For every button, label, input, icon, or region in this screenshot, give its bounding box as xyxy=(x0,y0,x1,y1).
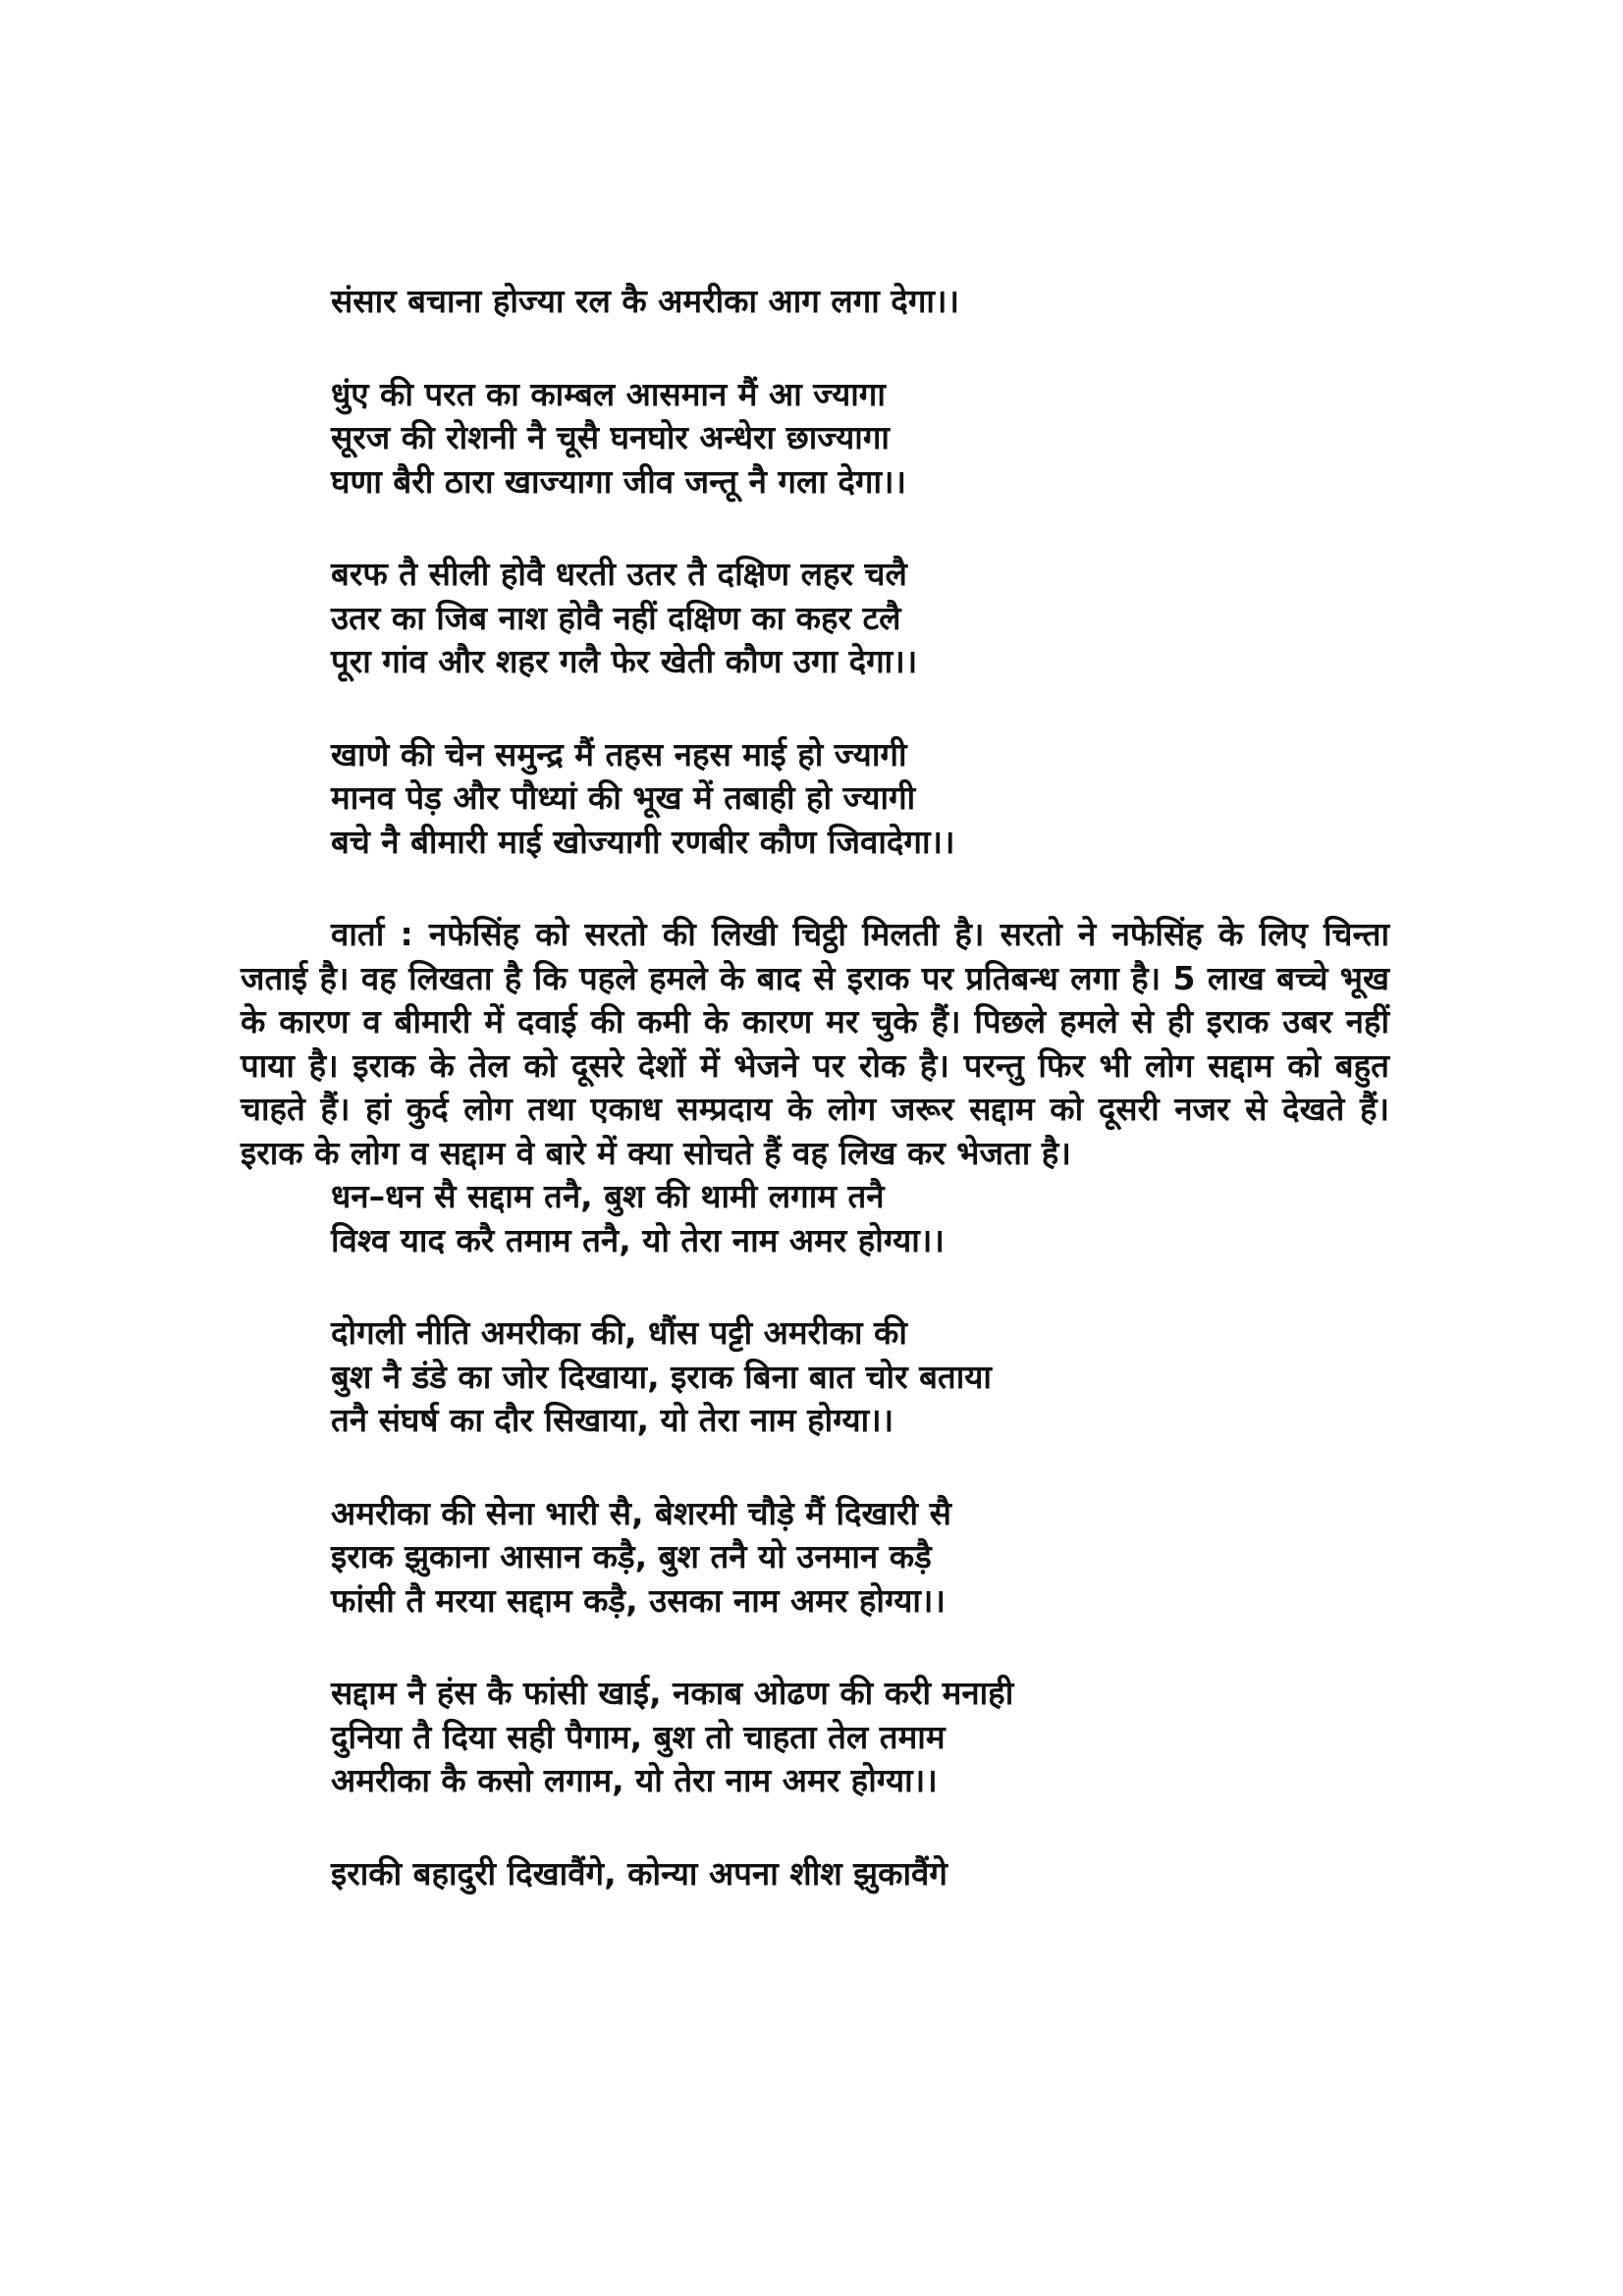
verse-line: फांसी तै मरया सद्दाम कड़ै, उसका नाम अमर होग्या।। xyxy=(331,1580,946,1620)
verse-line: दोगली नीति अमरीका की, धौंस पट्टी अमरीका की xyxy=(331,1313,907,1352)
stanza-8 xyxy=(331,1672,1389,1803)
stanza-9 xyxy=(331,1852,1389,1896)
verse-line: तनै संघर्ष का दौर सिखाया, यो तेरा नाम होग्या।। xyxy=(331,1401,894,1439)
stanza-1 xyxy=(331,280,1389,324)
verse-line: बरफ तै सीली होवै धरती उतर तै दक्षिण लहर चलै xyxy=(331,555,907,593)
stanza-2 xyxy=(331,373,1389,505)
verse-line: बचे नै बीमारी माई खोज्यागी रणबीर कौण जिवादेगा।। xyxy=(331,822,955,861)
prose-paragraph: वार्ता : नफेसिंह को सरतो की लिखी चिट्ठी मिलती है। सरतो ने नफेसिंह के लिए चिन्ता जताई है। वह लिखता है कि पहले हमले के बाद से इराक पर प्रतिबन्ध लगा है। 5 लाख बच्चे भूख के कारण व बीमारी में दवाई की कमी के कारण मर चुके हैं। पिछले हमले से ही इराक उबर नहीं पाया है। इराक के तेल को दूसरे देशों में भेजने पर रोक है। परन्तु फिर भी लोग सद्दाम को बहुत चाहते हैं। हां कुर्द लोग तथा एकाध सम्प्रदाय के लोग जरूर सद्दाम को दूसरी नजर से देखते हैं। इराक के लोग व सद्दाम वे बारे में क्या सोचते हैं वह लिख कर भेजता है। xyxy=(241,915,1389,1172)
page-text xyxy=(241,280,1389,1896)
stanza-4 xyxy=(331,733,1389,865)
verse-line: विश्व याद करै तमाम तनै, यो तेरा नाम अमर होग्या।। xyxy=(331,1220,945,1259)
verse-line: अमरीका की सेना भारी सै, बेशरमी चौड़े मैं दिखारी सै xyxy=(331,1493,951,1532)
verse-line: पूरा गांव और शहर गलै फेर खेती कौण उगा देगा।। xyxy=(331,642,918,680)
verse-line: धुंए की परत का काम्बल आसमान मैं आ ज्यागा xyxy=(331,374,886,413)
stanza-5 xyxy=(331,1175,1389,1262)
verse-line: सद्दाम नै हंस कै फांसी खाई, नकाब ओढण की करी मनाही xyxy=(331,1674,1014,1712)
verse-line: मानव पेड़ और पौध्यां की भूख में तबाही हो ज्यागी xyxy=(331,778,916,817)
stanza-3 xyxy=(331,553,1389,684)
verse-line: खाणे की चेन समुन्द्र मैं तहस नहस माई हो ज्यागी xyxy=(331,734,907,774)
verse-line: अमरीका कै कसो लगाम, यो तेरा नाम अमर होग्या।। xyxy=(331,1761,938,1799)
verse-line: संसार बचाना होज्या रल कै अमरीका आग लगा देगा।। xyxy=(331,282,959,320)
stanza-7 xyxy=(331,1492,1389,1624)
stanza-6 xyxy=(331,1311,1389,1443)
verse-line: दुनिया तै दिया सही पैगाम, बुश तो चाहता तेल तमाम xyxy=(331,1717,946,1756)
verse-line: सूरज की रोशनी नै चूसै घनघोर अन्धेरा छाज्यागा xyxy=(331,418,890,456)
verse-line: इराकी बहादुरी दिखावैंगे, कोन्या अपना शीश झुकावैंगे xyxy=(331,1853,947,1893)
verse-line: घणा बैरी ठारा खाज्यागा जीव जन्तू नै गला देगा।। xyxy=(331,461,907,501)
verse-line: धन–धन सै सद्दाम तनै, बुश की थामी लगाम तनै xyxy=(331,1177,885,1215)
verse-line: उतर का जिब नाश होवै नहीं दक्षिण का कहर टलै xyxy=(331,598,901,637)
verse-line: इराक झुकाना आसान कड़ै, बुश तनै यो उनमान कड़ै xyxy=(331,1537,932,1575)
verse-line: बुश नै डंडे का जोर दिखाया, इराक बिना बात चोर बताया xyxy=(331,1357,992,1396)
